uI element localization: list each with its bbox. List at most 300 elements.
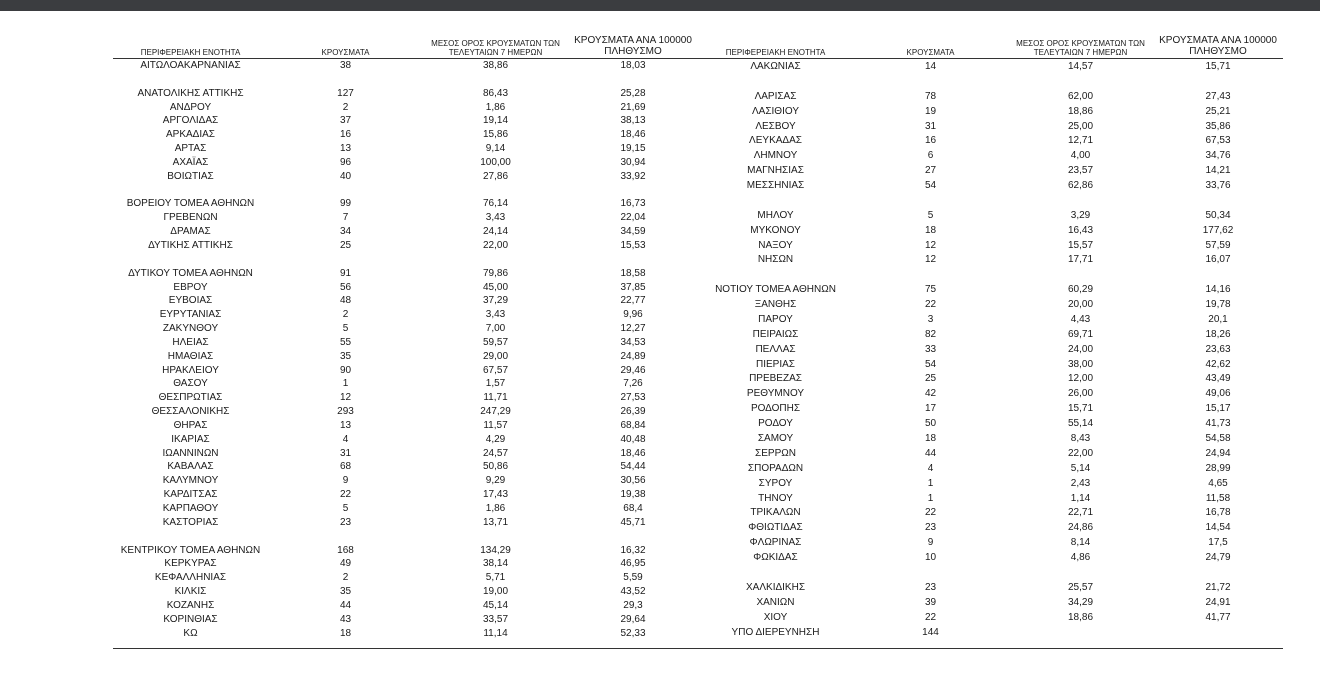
cell-avg7: 134,29 (480, 544, 511, 556)
cell-per100k: 4,65 (1208, 477, 1228, 489)
cell-region: ΖΑΚΥΝΘΟΥ (162, 323, 219, 335)
left-table (113, 33, 698, 640)
cell-per100k: 33,92 (620, 170, 646, 182)
cell-per100k: 21,72 (1205, 581, 1231, 593)
cell-region: ΡΕΘΥΜΝΟΥ (746, 388, 805, 400)
cell-avg7: 247,29 (480, 406, 511, 418)
cell-cases: 4 (927, 462, 934, 474)
cell-region: ΝΑΞΟΥ (758, 239, 793, 251)
cell-avg7: 45,14 (482, 599, 509, 611)
cell-cases: 1 (927, 477, 934, 489)
cell-region: ΚΑΛΥΜΝΟΥ (162, 475, 219, 487)
cell-cases: 35 (339, 586, 352, 598)
cell-region: ΗΡΑΚΛΕΙΟΥ (162, 364, 219, 376)
cell-avg7: 20,00 (1067, 299, 1094, 311)
cell-cases: 68 (339, 461, 352, 473)
cell-avg7: 38,00 (1067, 358, 1094, 370)
cell-avg7: 34,29 (1067, 596, 1094, 608)
cell-region: ΘΕΣΣΑΛΟΝΙΚΗΣ (151, 406, 230, 418)
cell-region: ΛΗΜΝΟΥ (753, 150, 798, 162)
cell-avg7: 1,14 (1070, 492, 1091, 504)
cell-cases: 16 (339, 129, 352, 141)
cell-per100k: 25,28 (620, 87, 646, 99)
cell-cases: 39 (924, 596, 937, 608)
cell-region: ΔΥΤΙΚΗΣ ΑΤΤΙΚΗΣ (148, 239, 233, 251)
cell-per100k: 25,21 (1205, 105, 1231, 117)
cell-region: ΞΑΝΘΗΣ (754, 299, 797, 311)
cell-cases: 7 (342, 212, 349, 224)
cell-per100k: 23,63 (1205, 343, 1231, 355)
cell-region: ΧΑΝΙΩΝ (756, 596, 795, 608)
cell-avg7: 59,57 (482, 336, 509, 348)
cell-region: ΔΥΤΙΚΟΥ ΤΟΜΕΑ ΑΘΗΝΩΝ (128, 267, 253, 279)
cell-cases: 54 (924, 358, 937, 370)
cell-per100k: 20,1 (1208, 313, 1228, 325)
cell-cases: 91 (339, 267, 352, 279)
cell-per100k: 24,89 (620, 350, 646, 362)
cell-per100k: 16,32 (620, 544, 646, 556)
cell-cases: 25 (924, 373, 937, 385)
cell-region (113, 530, 268, 544)
cell-cases: 13 (339, 419, 352, 431)
cell-avg7: 4,86 (1070, 552, 1091, 564)
cell-cases: 6 (927, 150, 934, 162)
cell-avg7 (423, 253, 568, 267)
cell-avg7: 45,00 (482, 281, 509, 293)
cell-cases: 37 (339, 115, 352, 127)
cell-per100k: 40,48 (620, 433, 646, 445)
cell-per100k: 22,04 (620, 212, 646, 224)
cell-per100k: 37,85 (620, 281, 646, 293)
cell-per100k: 28,99 (1205, 462, 1231, 474)
cell-region: ΦΘΙΩΤΙΔΑΣ (748, 522, 803, 534)
cell-cases: 50 (924, 418, 937, 430)
cell-cases: 22 (924, 299, 937, 311)
cell-cases: 56 (339, 281, 352, 293)
cell-per100k: 68,84 (620, 419, 646, 431)
cell-region: ΕΒΡΟΥ (173, 281, 208, 293)
cell-per100k: 16,78 (1205, 507, 1231, 519)
cell-per100k: 30,94 (620, 156, 646, 168)
cell-region (698, 566, 853, 580)
cell-avg7: 1,86 (485, 503, 506, 514)
cell-per100k: 19,38 (620, 489, 646, 501)
cell-cases: 43 (339, 613, 352, 625)
cell-cases: 2 (342, 572, 349, 584)
cell-per100k: 49,06 (1205, 388, 1231, 400)
cell-cases: 48 (339, 295, 352, 307)
cell-region: ΣΑΜΟΥ (757, 432, 794, 444)
cell-region: ΑΝΔΡΟΥ (169, 101, 212, 113)
cell-avg7: 55,14 (1067, 418, 1094, 430)
cell-cases: 23 (924, 522, 937, 534)
cell-avg7: 100,00 (480, 156, 511, 168)
cell-cases: 90 (339, 364, 352, 376)
cell-region: ΛΑΣΙΘΙΟΥ (752, 105, 799, 117)
cell-cases: 40 (339, 170, 352, 182)
cell-per100k (568, 184, 698, 198)
cell-region: ΛΕΥΚΑΔΑΣ (749, 135, 802, 147)
cell-avg7: 18,86 (1067, 611, 1094, 623)
cell-avg7: 27,86 (482, 170, 509, 182)
cell-per100k: 9,96 (623, 309, 643, 321)
cell-avg7 (1008, 566, 1153, 580)
cell-cases: 96 (339, 156, 352, 168)
cell-per100k: 14,54 (1205, 522, 1231, 534)
cell-cases (853, 268, 1008, 282)
cell-per100k: 29,46 (620, 364, 646, 376)
cell-per100k: 15,71 (1205, 61, 1231, 73)
cell-avg7: 4,00 (1070, 150, 1091, 162)
cell-region: ΥΠΟ ΔΙΕΡΕΥΝΗΣΗ (731, 626, 820, 638)
cell-per100k (568, 73, 698, 87)
cell-region: ΡΟΔΟΠΗΣ (750, 403, 801, 415)
cell-cases: 12 (924, 254, 937, 266)
cell-cases: 99 (339, 198, 352, 210)
cell-cases: 12 (924, 239, 937, 251)
cell-region: ΚΟΡΙΝΘΙΑΣ (163, 613, 218, 625)
cell-avg7: 19,00 (482, 586, 509, 598)
cell-region: ΠΑΡΟΥ (758, 313, 793, 325)
cell-cases: 27 (924, 165, 937, 177)
cell-avg7: 11,71 (483, 392, 508, 404)
cell-avg7: 24,57 (482, 447, 509, 459)
cell-cases: 54 (924, 180, 937, 192)
cell-per100k: 46,95 (620, 558, 646, 570)
cell-avg7 (1008, 626, 1153, 640)
cell-per100k: 19,78 (1205, 299, 1231, 311)
cell-region: ΕΥΒΟΙΑΣ (168, 295, 213, 307)
cell-per100k: 67,53 (1205, 135, 1231, 147)
cell-cases: 34 (339, 226, 352, 238)
cell-region: ΚΕΦΑΛΛΗΝΙΑΣ (154, 572, 227, 584)
cell-cases (268, 73, 423, 87)
cell-per100k: 177,62 (1202, 224, 1234, 236)
cell-per100k (568, 253, 698, 267)
cell-region: ΠΕΛΛΑΣ (755, 343, 796, 355)
cell-per100k: 41,77 (1205, 611, 1231, 623)
cell-cases: 23 (339, 516, 352, 528)
cell-avg7: 26,00 (1067, 388, 1094, 400)
cell-avg7: 11,14 (483, 627, 508, 639)
cell-avg7: 17,43 (482, 489, 509, 501)
cell-avg7: 12,00 (1067, 373, 1094, 385)
cell-region: ΚΕΡΚΥΡΑΣ (164, 558, 217, 570)
cell-avg7: 22,00 (482, 239, 509, 251)
cell-avg7: 76,14 (482, 198, 509, 210)
right-table (698, 33, 1283, 640)
cell-per100k: 15,53 (620, 239, 646, 251)
cell-per100k: 24,94 (1205, 447, 1231, 459)
cell-cases: 4 (342, 433, 349, 445)
cell-per100k: 19,15 (620, 143, 646, 155)
cell-per100k (568, 530, 698, 544)
cell-cases (268, 184, 423, 198)
cell-cases: 31 (924, 120, 937, 132)
cell-cases: 293 (337, 406, 354, 418)
cell-cases: 22 (924, 507, 937, 519)
cell-per100k: 27,53 (620, 392, 646, 404)
cell-avg7: 15,57 (1067, 239, 1094, 251)
cell-region (113, 253, 268, 267)
cell-cases: 144 (922, 626, 939, 638)
cell-per100k: 35,86 (1205, 120, 1231, 132)
cell-region: ΚΑΡΠΑΘΟΥ (162, 503, 219, 514)
cell-region: ΜΑΓΝΗΣΙΑΣ (747, 165, 804, 177)
cell-avg7: 37,29 (482, 295, 509, 307)
header-cases: ΚΡΟΥΣΜΑΤΑ (268, 33, 423, 59)
cell-cases: 13 (339, 143, 352, 155)
cell-region (698, 194, 853, 208)
cell-per100k: 29,64 (620, 613, 646, 625)
cell-per100k (1153, 626, 1283, 640)
cell-per100k: 27,43 (1205, 90, 1231, 102)
cell-avg7: 79,86 (482, 267, 509, 279)
cell-region: ΧΑΛΚΙΔΙΚΗΣ (746, 581, 805, 593)
cell-region: ΛΑΡΙΣΑΣ (754, 90, 797, 102)
header-per100k: ΚΡΟΥΣΜΑΤΑ ΑΝΑ 100000 ΠΛΗΘΥΣΜΟ (1153, 33, 1283, 59)
cell-cases: 1 (927, 492, 934, 504)
cell-avg7: 18,86 (1067, 105, 1094, 117)
cell-avg7: 24,86 (1067, 522, 1094, 534)
cell-per100k: 14,21 (1205, 165, 1231, 177)
cell-per100k: 54,44 (620, 461, 646, 473)
cell-per100k: 18,58 (620, 267, 646, 279)
cell-avg7: 38,14 (482, 558, 509, 570)
cell-cases: 38 (339, 60, 352, 71)
cell-per100k (1153, 194, 1283, 208)
cell-region: ΛΕΣΒΟΥ (755, 120, 796, 132)
cell-cases: 23 (924, 581, 937, 593)
cell-avg7: 25,00 (1067, 120, 1094, 132)
cell-cases: 75 (924, 284, 937, 296)
cell-per100k: 33,76 (1205, 180, 1231, 192)
cell-per100k (1153, 268, 1283, 282)
cell-per100k: 5,59 (623, 572, 643, 584)
cell-avg7: 3,43 (485, 309, 506, 321)
cell-region: ΗΜΑΘΙΑΣ (167, 350, 214, 362)
cell-region: ΝΟΤΙΟΥ ΤΟΜΕΑ ΑΘΗΝΩΝ (715, 284, 836, 296)
cell-region: ΣΥΡΟΥ (758, 477, 793, 489)
cell-region: ΘΕΣΠΡΩΤΙΑΣ (158, 392, 223, 404)
cell-avg7: 60,29 (1067, 284, 1094, 296)
cell-region: ΕΥΡΥΤΑΝΙΑΣ (159, 309, 222, 321)
cell-per100k: 18,03 (620, 60, 646, 71)
table-bottom-rule (113, 648, 1283, 649)
cell-per100k: 26,39 (620, 406, 646, 418)
cell-region: ΚΑΣΤΟΡΙΑΣ (162, 516, 219, 528)
header-per100k: ΚΡΟΥΣΜΑΤΑ ΑΝΑ 100000 ΠΛΗΘΥΣΜΟ (568, 33, 698, 59)
cell-per100k: 14,16 (1205, 284, 1231, 296)
cell-avg7 (1008, 268, 1153, 282)
cell-avg7: 7,00 (485, 323, 506, 335)
cell-avg7: 62,86 (1067, 180, 1094, 192)
cell-region: ΙΩΑΝΝΙΝΩΝ (162, 447, 219, 459)
cell-per100k: 7,26 (623, 378, 643, 390)
cell-region (113, 73, 268, 87)
cell-cases: 9 (342, 475, 349, 487)
cell-per100k: 43,49 (1205, 373, 1231, 385)
cell-per100k: 45,71 (620, 516, 646, 528)
cell-per100k: 30,56 (620, 475, 646, 487)
cell-cases: 19 (924, 105, 937, 117)
cell-per100k: 11,58 (1205, 492, 1231, 504)
cell-avg7: 13,71 (482, 516, 509, 528)
cell-avg7: 5,71 (485, 572, 506, 584)
cell-avg7: 9,14 (485, 143, 506, 155)
cell-per100k: 18,46 (620, 129, 646, 141)
cell-avg7 (423, 73, 568, 87)
cell-cases: 5 (342, 503, 349, 514)
cell-per100k: 52,33 (620, 627, 646, 639)
cell-per100k: 43,52 (620, 586, 646, 598)
cell-region: ΓΡΕΒΕΝΩΝ (163, 212, 218, 224)
cell-per100k: 54,58 (1205, 432, 1231, 444)
cell-region: ΜΕΣΣΗΝΙΑΣ (746, 180, 805, 192)
cell-per100k: 41,73 (1205, 418, 1231, 430)
cell-avg7: 86,43 (482, 87, 509, 99)
cell-cases: 5 (927, 209, 934, 221)
cell-region: ΣΠΟΡΑΔΩΝ (747, 462, 804, 474)
cell-avg7 (423, 184, 568, 198)
cell-region: ΜΥΚΟΝΟΥ (750, 224, 801, 236)
cell-per100k (1153, 75, 1283, 89)
cell-cases: 25 (339, 239, 352, 251)
cell-per100k: 34,76 (1205, 150, 1231, 162)
cell-region: ΒΟΙΩΤΙΑΣ (167, 170, 214, 182)
cell-region: ΤΡΙΚΑΛΩΝ (750, 507, 801, 519)
cell-avg7: 24,14 (482, 226, 509, 238)
cell-avg7: 14,57 (1067, 61, 1094, 73)
cell-region: ΠΕΙΡΑΙΩΣ (752, 328, 799, 340)
cell-cases: 1 (342, 378, 349, 390)
cell-per100k: 68,4 (623, 503, 643, 514)
cell-per100k: 42,62 (1205, 358, 1231, 370)
cell-cases: 44 (339, 599, 352, 611)
cell-cases: 22 (339, 489, 352, 501)
cell-avg7: 25,57 (1067, 581, 1094, 593)
cell-avg7: 1,86 (485, 101, 506, 113)
cell-avg7: 2,43 (1070, 477, 1091, 489)
cell-region: ΝΗΣΩΝ (757, 254, 794, 266)
cell-avg7: 11,57 (483, 419, 508, 431)
cell-cases: 18 (924, 224, 937, 236)
cell-region: ΗΛΕΙΑΣ (172, 336, 209, 348)
cell-region: ΚΑΡΔΙΤΣΑΣ (163, 489, 218, 501)
cell-cases: 127 (337, 87, 354, 99)
cell-per100k: 18,26 (1205, 328, 1231, 340)
cell-avg7: 5,14 (1070, 462, 1091, 474)
cell-region: ΚΩ (183, 627, 198, 639)
cell-region: ΜΗΛΟΥ (757, 209, 794, 221)
cell-avg7: 24,00 (1067, 343, 1094, 355)
cases-table (113, 33, 1283, 640)
cell-region: ΛΑΚΩΝΙΑΣ (750, 61, 801, 73)
cell-avg7: 3,43 (485, 212, 506, 224)
cell-region: ΠΙΕΡΙΑΣ (756, 358, 795, 370)
cell-region: ΑΡΤΑΣ (174, 143, 207, 155)
cell-avg7 (423, 530, 568, 544)
cell-avg7: 1,57 (485, 378, 506, 390)
cell-avg7: 23,57 (1067, 165, 1094, 177)
cell-avg7: 22,71 (1067, 507, 1094, 519)
cell-avg7: 22,00 (1067, 447, 1094, 459)
cell-cases: 44 (924, 447, 937, 459)
cell-per100k: 12,27 (620, 323, 646, 335)
cell-per100k: 57,59 (1205, 239, 1231, 251)
cell-cases (268, 530, 423, 544)
cell-avg7: 15,71 (1067, 403, 1094, 415)
cell-region: ΑΙΤΩΛΟΑΚΑΡΝΑΝΙΑΣ (140, 60, 241, 71)
cell-cases: 18 (339, 627, 352, 639)
cell-per100k: 16,07 (1205, 254, 1231, 266)
cell-region: ΦΛΩΡΙΝΑΣ (749, 537, 802, 549)
cell-avg7: 8,43 (1070, 432, 1091, 444)
cell-cases: 22 (924, 611, 937, 623)
cell-avg7: 8,14 (1070, 537, 1091, 549)
cell-cases: 82 (924, 328, 937, 340)
cell-per100k: 34,59 (620, 226, 646, 238)
cell-region: ΑΡΚΑΔΙΑΣ (166, 129, 215, 141)
cell-per100k: 50,34 (1205, 209, 1231, 221)
cell-cases: 12 (339, 392, 352, 404)
cell-cases: 2 (342, 101, 349, 113)
cell-region: ΡΟΔΟΥ (758, 418, 793, 430)
cell-region: ΑΧΑΪΑΣ (172, 156, 209, 168)
cell-region: ΑΡΓΟΛΙΔΑΣ (162, 115, 219, 127)
cell-region: ΚΟΖΑΝΗΣ (166, 599, 215, 611)
cell-avg7: 19,14 (482, 115, 509, 127)
header-avg7: ΜΕΣΟΣ ΟΡΟΣ ΚΡΟΥΣΜΑΤΩΝ ΤΩΝ ΤΕΛΕΥΤΑΙΩΝ 7 ΗΜΕΡΩΝ (423, 33, 568, 59)
cell-region: ΧΙΟΥ (763, 611, 788, 623)
cell-avg7: 50,86 (482, 461, 509, 473)
cell-region: ΘΑΣΟΥ (173, 378, 208, 390)
cell-per100k: 29,3 (623, 599, 643, 611)
cell-avg7: 9,29 (485, 475, 506, 487)
cell-region: ΚΙΛΚΙΣ (174, 586, 207, 598)
cell-cases (853, 566, 1008, 580)
cell-region: ΚΕΝΤΡΙΚΟΥ ΤΟΜΕΑ ΑΘΗΝΩΝ (120, 544, 261, 556)
cell-avg7: 29,00 (482, 350, 509, 362)
cell-cases: 16 (924, 135, 937, 147)
cell-per100k: 18,46 (620, 447, 646, 459)
cell-cases: 35 (339, 350, 352, 362)
cell-cases: 49 (339, 558, 352, 570)
cell-per100k: 22,77 (620, 295, 646, 307)
header-region: ΠΕΡΙΦΕΡΕΙΑΚΗ ΕΝΟΤΗΤΑ (698, 33, 853, 59)
cell-per100k: 24,91 (1205, 596, 1231, 608)
cell-per100k: 21,69 (620, 101, 646, 113)
cell-avg7: 12,71 (1067, 135, 1094, 147)
cell-avg7: 38,86 (482, 60, 509, 71)
cell-region: ΒΟΡΕΙΟΥ ΤΟΜΕΑ ΑΘΗΝΩΝ (126, 198, 255, 210)
cell-region: ΣΕΡΡΩΝ (755, 447, 796, 459)
cell-avg7: 16,43 (1067, 224, 1094, 236)
cell-region: ΘΗΡΑΣ (173, 419, 208, 431)
cell-region: ΠΡΕΒΕΖΑΣ (749, 373, 802, 385)
cell-avg7: 17,71 (1067, 254, 1094, 266)
cell-cases: 18 (924, 432, 937, 444)
cell-per100k: 24,79 (1205, 552, 1231, 564)
cell-avg7: 62,00 (1067, 90, 1094, 102)
cell-per100k: 38,13 (620, 115, 646, 127)
cell-cases (853, 75, 1008, 89)
cell-per100k (1153, 566, 1283, 580)
cell-avg7: 4,43 (1070, 313, 1091, 325)
cell-cases: 9 (927, 537, 934, 549)
cell-region: ΔΡΑΜΑΣ (170, 226, 211, 238)
cell-per100k: 16,73 (620, 198, 646, 210)
